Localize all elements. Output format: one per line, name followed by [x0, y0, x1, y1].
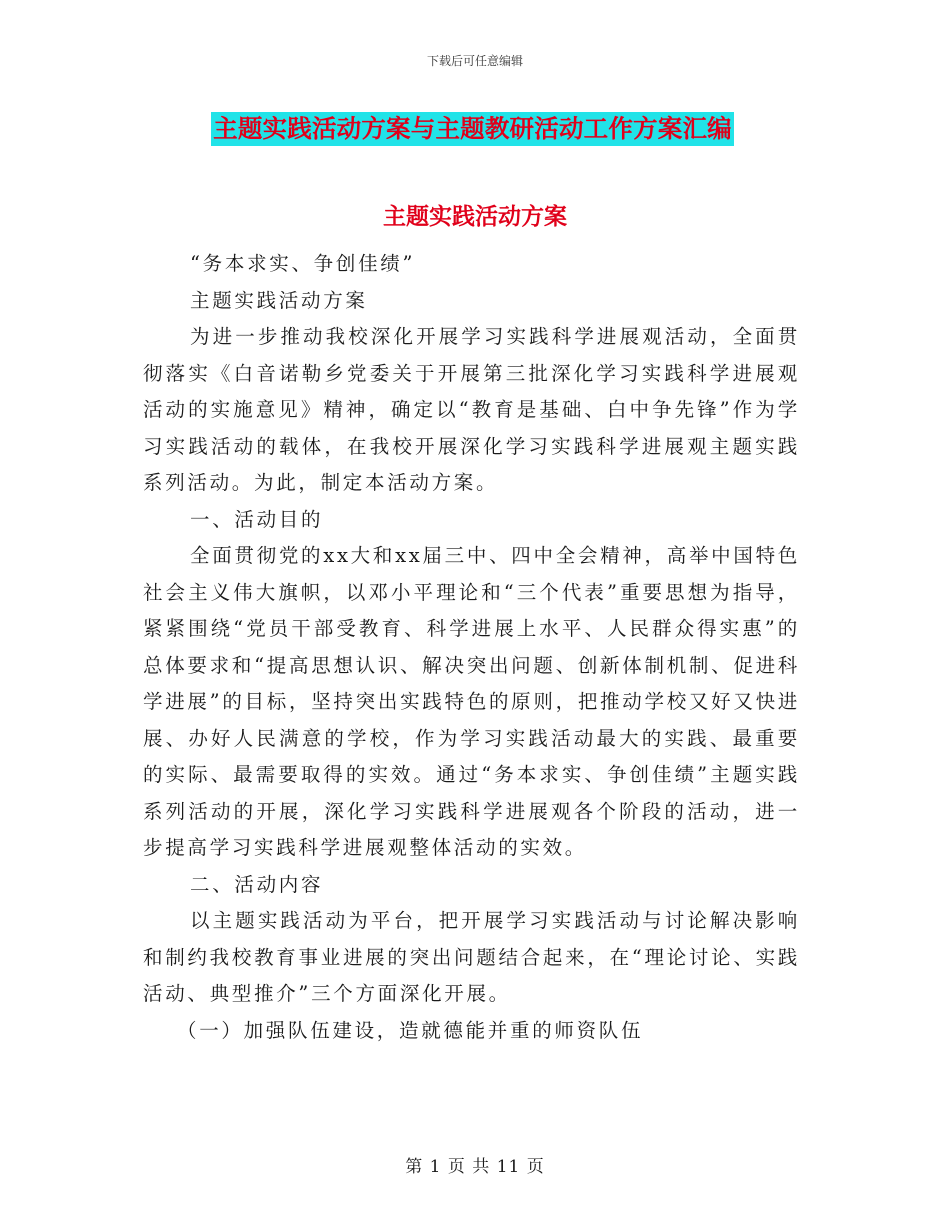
intro-paragraph: 为进一步推动我校深化开展学习实践科学进展观活动，全面贯彻落实《白音诺勒乡党委关于开展第三批深化学习实践科学进展观活动的实施意见》精神，确定以“教育是基础、白中争先锋”作为学习实践活动的载体，在我校开展深化学习实践科学进展观主题实践系列活动。为此，制定本活动方案。 — [143, 325, 800, 494]
slogan-line: “务本求实、争创佳绩” — [190, 252, 416, 275]
section-title: 主题实践活动方案 — [383, 204, 567, 230]
heading-activity-content: 二、活动内容 — [190, 872, 324, 896]
content-paragraph: 以主题实践活动为平台，把开展学习实践活动与讨论解决影响和制约我校教育事业进展的突出问题结合起来，在“理论讨论、实践活动、典型推介”三个方面深化开展。 — [143, 909, 800, 1005]
subtitle-line: 主题实践活动方案 — [190, 288, 368, 312]
subheading-team-building: （一）加强队伍建设，造就德能并重的师资队伍 — [177, 1018, 644, 1042]
main-title-container — [0, 112, 950, 146]
purpose-paragraph: 全面贯彻党的xx大和xx届三中、四中全会精神，高举中国特色社会主义伟大旗帜，以邓小平理论和“三个代表”重要思想为指导，紧紧围绕“党员干部受教育、科学进展上水平、人民群众得实惠”的总体要求和“提高思想认识、解决突出问题、创新体制机制、促进科学进展”的目标，坚持突出实践特色的原则，把推动学校又好又快进展、办好人民满意的学校，作为学习实践活动最大的实践、最重要的实际、最需要取得的实效。通过“务本求实、争创佳绩”主题实践系列活动的开展，深化学习实践科学进展观各个阶段的活动，进一步提高学习实践科学进展观整体活动的实效。 — [143, 544, 800, 859]
main-title: 主题实践活动方案与主题教研活动工作方案汇编 — [211, 112, 734, 146]
heading-activity-purpose: 一、活动目的 — [190, 507, 324, 531]
page-footer: 第 1 页 共 11 页 — [405, 1157, 545, 1177]
header-note: 下载后可任意编辑 — [426, 54, 523, 68]
document-body — [143, 246, 800, 1049]
